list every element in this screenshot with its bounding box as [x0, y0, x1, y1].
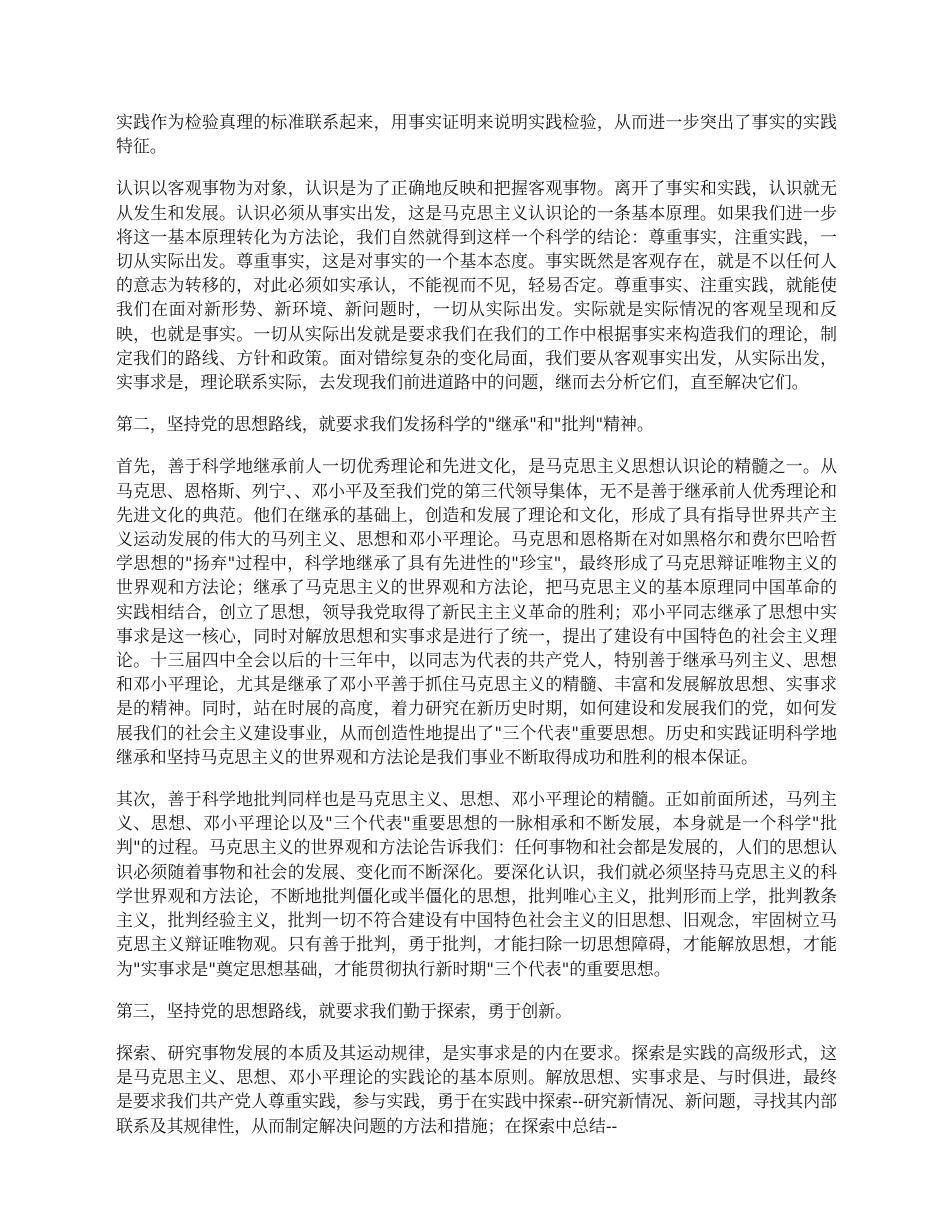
paragraph-1: 实践作为检验真理的标准联系起来，用事实证明来说明实践检验，从而进一步突出了事实的实践特征。: [116, 112, 837, 157]
paragraph-5: 其次，善于科学地批判同样也是马克思主义、思想、邓小平理论的精髓。正如前面所述，马列主义、思想、邓小平理论以及"三个代表"重要思想的一脉相承和不断发展，本身就是一个科学"批判"的过程。马克思主义的世界观和方法论告诉我们：任何事物和社会都是发展的，人们的思想认识必须随着事物和社会的发展、变化而不断深化。要深化认识，我们就必须坚持马克思主义的科学世界观和方法论，不断地批判僵化或半僵化的思想，批判唯心主义，批判形而上学，批判教条主义，批判经验主义，批判一切不符合建设有中国特色社会主义的旧思想、旧观念，牢固树立马克思主义辩证唯物观。只有善于批判，勇于批判，才能扫除一切思想障碍，才能解放思想，才能为"实事求是"奠定思想基础，才能贯彻执行新时期"三个代表"的重要思想。: [116, 789, 837, 979]
paragraph-6: 第三，坚持党的思想路线，就要求我们勤于探索，勇于创新。: [116, 1000, 573, 1021]
paragraph-4: 首先，善于科学地继承前人一切优秀理论和先进文化，是马克思主义思想认识论的精髓之一。从马克思、恩格斯、列宁、、邓小平及至我们党的第三代领导集体，无不是善于继承前人优秀理论和先进文化的典范。他们在继承的基础上，创造和发展了理论和文化，形成了具有指导世界共产主义运动发展的伟大的马列主义、思想和邓小平理论。马克思和恩格斯在对如黑格尔和费尔巴哈哲学思想的"扬弃"过程中，科学地继承了具有先进性的"珍宝"，最终形成了马克思辩证唯物主义的世界观和方法论；继承了马克思主义的世界观和方法论，把马克思主义的基本原理同中国革命的实践相结合，创立了思想，领导我党取得了新民主主义革命的胜利；邓小平同志继承了思想中实事求是这一核心，同时对解放思想和实事求是进行了统一，提出了建设有中国特色的社会主义理论。十三届四中全会以后的十三年中，以同志为代表的共产党人，特别善于继承马列主义、思想和邓小平理论，尤其是继承了邓小平善于抓住马克思主义的精髓、丰富和发展解放思想、实事求是的精神。同时，站在时展的高度，着力研究在新历史时期，如何建设和发展我们的党，如何发展我们的社会主义建设事业，从而创造性地提出了"三个代表"重要思想。历史和实践证明科学地继承和坚持马克思主义的世界观和方法论是我们事业不断取得成功和胜利的根本保证。: [116, 456, 837, 767]
document-body: [116, 110, 837, 1156]
paragraph-7: 探索、研究事物发展的本质及其运动规律，是实事求是的内在要求。探索是实践的高级形式，这是马克思主义、思想、邓小平理论的实践论的基本原则。解放思想、实事求是、与时俱进，最终是要求我们共产党人尊重实践，参与实践，勇于在实践中探索--研究新情况、新问题，寻找其内部联系及其规律性，从而制定解决问题的方法和措施；在探索中总结--: [116, 1042, 837, 1136]
paragraph-2: 认识以客观事物为对象，认识是为了正确地反映和把握客观事物。离开了事实和实践，认识就无从发生和发展。认识必须从事实出发，这是马克思主义认识论的一条基本原理。如果我们进一步将这一基本原理转化为方法论，我们自然就得到这样一个科学的结论：尊重事实，注重实践，一切从实际出发。尊重事实，这是对事实的一个基本态度。事实既然是客观存在，就是不以任何人的意志为转移的，对此必须如实承认，不能视而不见，轻易否定。尊重事实、注重实践，就能使我们在面对新形势、新环境、新问题时，一切从实际出发。实际就是实际情况的客观呈现和反映，也就是事实。一切从实际出发就是要求我们在我们的工作中根据事实来构造我们的理论，制定我们的路线、方针和政策。面对错综复杂的变化局面，我们要从客观事实出发，从实际出发，实事求是，理论联系实际，去发现我们前进道路中的问题，继而去分析它们，直至解决它们。: [116, 178, 837, 393]
paragraph-3: 第二，坚持党的思想路线，就要求我们发扬科学的"继承"和"批判"精神。: [116, 414, 654, 435]
